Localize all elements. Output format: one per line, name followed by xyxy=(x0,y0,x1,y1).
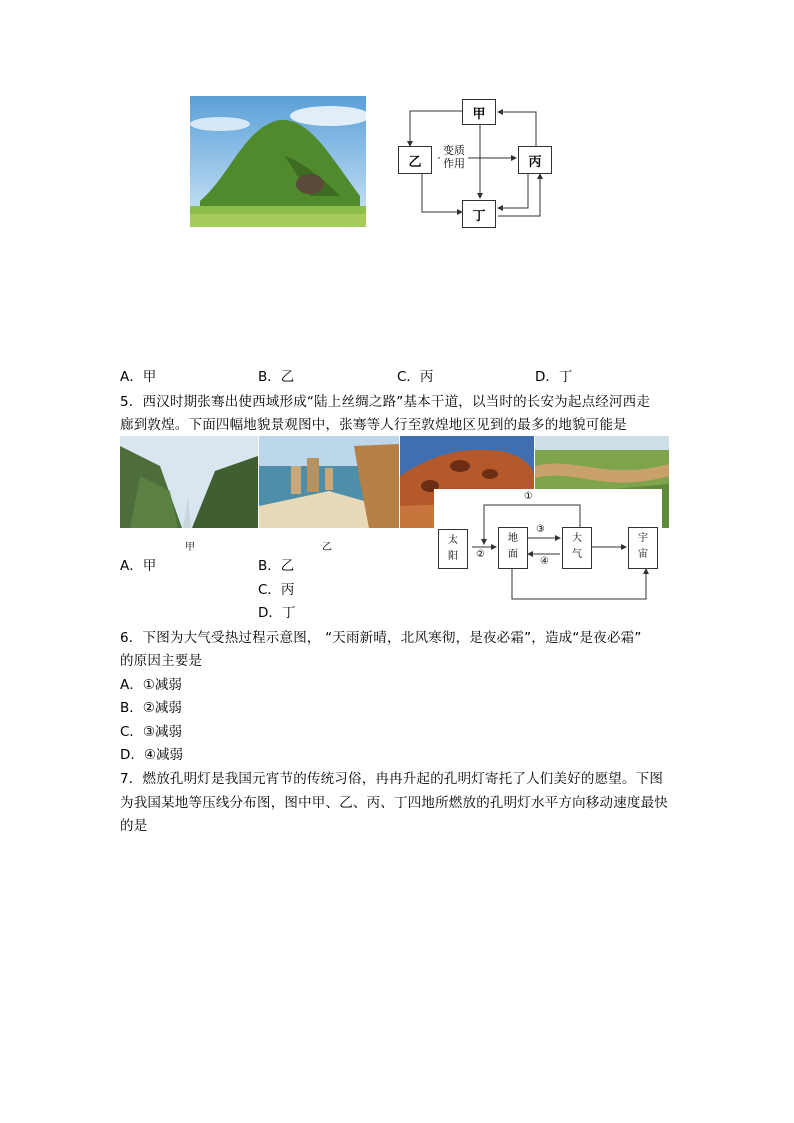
q5-line2: 廊到敦煌。下面四幅地貌景观图中，张骞等人行至敦煌地区见到的最多的地貌可能是 xyxy=(120,417,627,433)
q7-line1: 7．燃放孔明灯是我国元宵节的传统习俗，冉冉升起的孔明灯寄托了人们美好的愿望。下图 xyxy=(120,771,664,787)
metamorphism-label xyxy=(440,144,468,170)
q5-option-b: B．乙 xyxy=(258,558,295,574)
arrow-label-4: ④ xyxy=(540,556,549,567)
sun-box xyxy=(438,529,468,569)
space-box-line2: 宙 xyxy=(638,549,648,560)
q5-option-d: D．丁 xyxy=(258,605,296,621)
q6-option-c: C．③减弱 xyxy=(120,724,183,740)
mountain-photo-icon xyxy=(190,96,366,227)
metamorphism-label-line2: 作用 xyxy=(443,157,465,170)
rock-node-top: 甲 xyxy=(462,99,496,125)
q7-line3: 的是 xyxy=(120,818,148,834)
sun-box-line2: 阳 xyxy=(448,551,458,562)
q4-option-a: A．甲 xyxy=(120,369,157,385)
q6-option-d: D．④减弱 xyxy=(120,747,183,763)
photo-caption-yi: 乙 xyxy=(322,542,332,553)
q6-line1: 6．下图为大气受热过程示意图， “天雨新晴，北风寒彻，是夜必霜”，造成“是夜必霜” xyxy=(120,630,642,646)
space-box-line1: 宇 xyxy=(638,533,648,544)
photo-caption-jia: 甲 xyxy=(185,542,195,553)
sea-stacks-photo-icon xyxy=(259,436,399,528)
atmosphere-box xyxy=(562,527,592,569)
sea-stacks-photo xyxy=(259,436,399,528)
q6-line2: 的原因主要是 xyxy=(120,653,203,669)
ground-box-line2: 面 xyxy=(508,549,518,560)
rock-node-left: 乙 xyxy=(398,146,432,174)
q6-option-a: A．①减弱 xyxy=(120,677,182,693)
atmosphere-box-line1: 大 xyxy=(572,533,582,544)
arrow-label-2: ② xyxy=(476,549,485,560)
atmosphere-box-line2: 气 xyxy=(572,549,582,560)
rock-node-right: 丙 xyxy=(518,146,552,174)
atmospheric-heating-diagram xyxy=(434,489,662,605)
sun-box-line1: 太 xyxy=(448,535,458,546)
ground-box-line1: 地 xyxy=(508,533,518,544)
canyon-photo-icon xyxy=(120,436,258,528)
arrow-label-1: ① xyxy=(524,491,533,502)
q5-line1: 5．西汉时期张骞出使西域形成“陆上丝绸之路”基本干道，以当时的长安为起点经河西走 xyxy=(120,394,651,410)
q6-option-b: B．②减弱 xyxy=(120,700,182,716)
q4-option-b: B．乙 xyxy=(258,369,295,385)
q5-option-c: C．丙 xyxy=(258,582,295,598)
metamorphism-label-line1: 变质 xyxy=(443,144,465,157)
q5-option-a: A．甲 xyxy=(120,558,157,574)
arrow-label-3: ③ xyxy=(536,524,545,535)
rock-cycle-diagram xyxy=(396,96,556,231)
rock-node-bottom: 丁 xyxy=(462,200,496,228)
canyon-photo xyxy=(120,436,258,528)
karst-mountain-photo xyxy=(190,96,366,227)
q4-option-c: C．丙 xyxy=(397,369,434,385)
q7-line2: 为我国某地等压线分布图，图中甲、乙、丙、丁四地所燃放的孔明灯水平方向移动速度最快 xyxy=(120,795,668,811)
space-box xyxy=(628,527,658,569)
q4-option-d: D．丁 xyxy=(535,369,573,385)
ground-box xyxy=(498,527,528,569)
